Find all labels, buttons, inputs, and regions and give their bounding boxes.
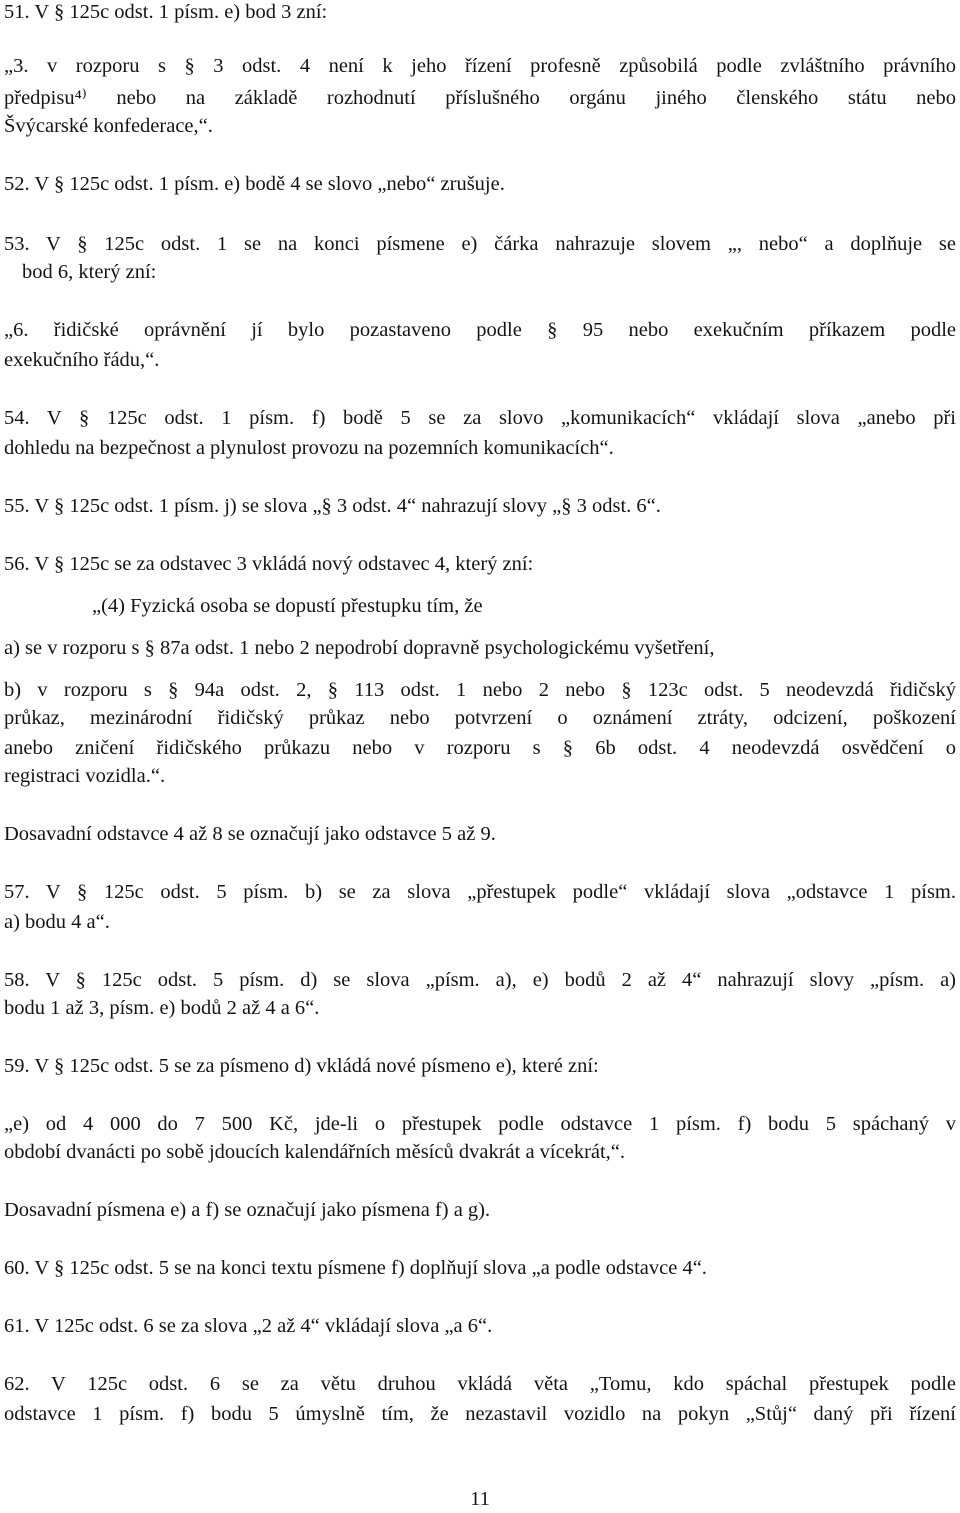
item-b-cont: průkaz, mezinárodní řidičský průkaz nebo potvrzení o oznámení ztráty, odcizení, poškození <box>4 707 956 729</box>
amendment-54-cont: dohledu na bezpečnost a plynulost provozu na pozemních komunikacích“. <box>4 437 614 459</box>
amendment-51-heading: 51. V § 125c odst. 1 písm. e) bod 3 zní: <box>4 1 328 23</box>
amendment-60: 60. V § 125c odst. 5 se na konci textu písmene f) doplňují slova „a podle odstavce 4“. <box>4 1257 707 1279</box>
amendment-53-cont: bod 6, který zní: <box>22 261 157 283</box>
amendment-62-cont: odstavce 1 písm. f) bodu 5 úmyslně tím, že nezastavil vozidlo na pokyn „Stůj“ daný při řízení <box>4 1403 956 1425</box>
quote-heading: „(4) Fyzická osoba se dopustí přestupku tím, že <box>92 595 483 617</box>
amendment-54: 54. V § 125c odst. 1 písm. f) bodě 5 se za slovo „komunikacích“ vkládají slova „anebo při <box>4 407 956 429</box>
item-a: a) se v rozporu s § 87a odst. 1 nebo 2 nepodrobí dopravně psychologickému vyšetření, <box>4 637 715 659</box>
amendment-59: 59. V § 125c odst. 5 se za písmeno d) vkládá nové písmeno e), které zní: <box>4 1055 599 1077</box>
quote-line: „3. v rozporu s § 3 odst. 4 není k jeho řízení profesně způsobilá podle zvláštního právního <box>4 55 956 77</box>
amendment-56: 56. V § 125c se za odstavec 3 vkládá nový odstavec 4, který zní: <box>4 553 534 575</box>
page-number: 11 <box>470 1488 490 1510</box>
amendment-53: 53. V § 125c odst. 1 se na konci písmene e) čárka nahrazuje slovem „, nebo“ a doplňuje se <box>4 233 956 255</box>
quote-line: Švýcarské konfederace,“. <box>4 115 213 137</box>
amendment-57: 57. V § 125c odst. 5 písm. b) se za slova „přestupek podle“ vkládají slova „odstavce 1 písm. <box>4 881 956 903</box>
quote-line: předpisu⁴⁾ nebo na základě rozhodnutí příslušného orgánu jiného členského státu nebo <box>4 87 956 109</box>
quote-line: období dvanácti po sobě jdoucích kalendářních měsíců dvakrát a vícekrát,“. <box>4 1141 626 1163</box>
quote-line: „e) od 4 000 do 7 500 Kč, jde-li o přestupek podle odstavce 1 písm. f) bodu 5 spáchaný v <box>4 1113 956 1135</box>
quote-line: exekučního řádu,“. <box>4 349 160 371</box>
amendment-58: 58. V § 125c odst. 5 písm. d) se slova „písm. a), e) bodů 2 až 4“ nahrazují slovy „písm. a) <box>4 969 956 991</box>
amendment-62: 62. V 125c odst. 6 se za větu druhou vkládá věta „Tomu, kdo spáchal přestupek podle <box>4 1373 956 1395</box>
quote-line: „6. řidičské oprávnění jí bylo pozastaveno podle § 95 nebo exekučním příkazem podle <box>4 319 956 341</box>
renumber-note: Dosavadní písmena e) a f) se označují jako písmena f) a g). <box>4 1199 491 1221</box>
amendment-58-cont: bodu 1 až 3, písm. e) bodů 2 až 4 a 6“. <box>4 997 320 1019</box>
amendment-55: 55. V § 125c odst. 1 písm. j) se slova „§ 3 odst. 4“ nahrazují slovy „§ 3 odst. 6“. <box>4 495 661 517</box>
item-b-cont: anebo zničení řidičského průkazu nebo v rozporu s § 6b odst. 4 neodevzdá osvědčení o <box>4 737 956 759</box>
item-b-cont: registraci vozidla.“. <box>4 765 166 787</box>
amendment-61: 61. V 125c odst. 6 se za slova „2 až 4“ vkládají slova „a 6“. <box>4 1315 493 1337</box>
amendment-57-cont: a) bodu 4 a“. <box>4 911 110 933</box>
item-b: b) v rozporu s § 94a odst. 2, § 113 odst. 1 nebo 2 nebo § 123c odst. 5 neodevzdá řidičský <box>4 679 956 701</box>
amendment-52: 52. V § 125c odst. 1 písm. e) bodě 4 se slovo „nebo“ zrušuje. <box>4 173 505 195</box>
renumber-note: Dosavadní odstavce 4 až 8 se označují jako odstavce 5 až 9. <box>4 823 496 845</box>
